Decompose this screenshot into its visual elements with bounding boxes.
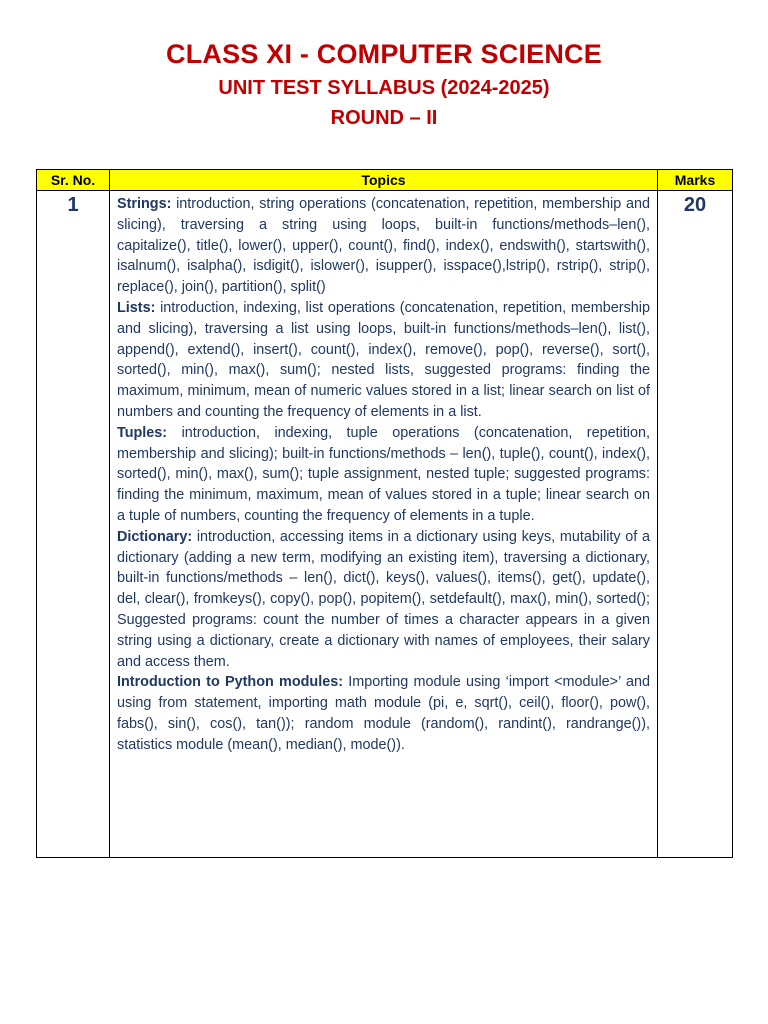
topic-text: introduction, string operations (concatenation, repetition, membership and slicing), traversing a string using loops, built-in functions/methods–len(), capitalize(), title(), lower(), upper(), count(), find(), index(), endswith(), startswith(), isalnum(), isalpha(), isdigit(), islower(), isupper(), isspace(),lstrip(), rstrip(), strip(), replace(), join(), partition(), split() [117, 196, 650, 296]
table-header-row [37, 170, 733, 191]
topic-dictionary [117, 527, 650, 673]
table-row [37, 191, 733, 858]
topic-heading: Lists: [117, 299, 156, 316]
topics-cell [110, 191, 658, 858]
topic-strings [117, 194, 650, 298]
sr-no-cell: 1 [37, 191, 110, 858]
column-header-marks: Marks [658, 170, 733, 191]
syllabus-table [36, 169, 733, 858]
topic-heading: Strings: [117, 196, 172, 212]
topic-text: introduction, indexing, tuple operations (concatenation, repetition, membership and slicing); built-in functions/methods – len(), tuple(), count(), index(), sorted(), min(), max(), sum(); tuple assignment, nested tuple; suggested programs: finding the minimum, maximum, mean of values stored in a tuple; linear search on a tuple of numbers, counting the frequency of elements in a tuple. [117, 424, 650, 524]
document-header [0, 36, 768, 132]
topic-heading: Tuples: [117, 424, 168, 441]
round-label: ROUND – II [330, 107, 438, 129]
topic-heading: Introduction to Python modules: [117, 674, 344, 691]
topic-python-modules [117, 672, 650, 755]
topic-text: introduction, indexing, list operations (concatenation, repetition, membership and slicing), traversing a list using loops, built-in functions/methods–len(), list(), append(), extend(), insert(), count(), index(), remove(), pop(), reverse(), sort(), sorted(), min(), max(), sum(); nested lists, suggested programs: finding the maximum, minimum, mean of numeric values stored in a list; linear search on list of numbers and counting the frequency of elements in a list. [117, 299, 650, 420]
topic-lists [117, 298, 650, 423]
document-title: CLASS XI - COMPUTER SCIENCE [166, 39, 602, 69]
document-subtitle: UNIT TEST SYLLABUS (2024-2025) [218, 77, 550, 99]
marks-cell: 20 [658, 191, 733, 858]
topic-heading: Dictionary: [117, 528, 193, 545]
column-header-topics: Topics [110, 170, 658, 191]
column-header-sr-no: Sr. No. [37, 170, 110, 191]
topic-text: Importing module using ‘import <module>’ and using from statement, importing math module (pi, e, sqrt(), ceil(), floor(), pow(), fabs(), sin(), cos(), tan()); random module (random(), randint(), randrange()), statistics module (mean(), median(), mode()). [117, 674, 651, 753]
topic-tuples [117, 423, 650, 527]
topic-text: introduction, accessing items in a dictionary using keys, mutability of a dictionary (adding a new term, modifying an existing item), traversing a dictionary, built-in functions/methods – len(), dict(), keys(), values(), items(), get(), update(), del, clear(), fromkeys(), copy(), pop(), popitem(), setdefault(), max(), min(), sorted(); Suggested programs: count the number of times a character appears in a given string using a dictionary, create a dictionary with names of employees, their salary and access them. [117, 528, 650, 670]
